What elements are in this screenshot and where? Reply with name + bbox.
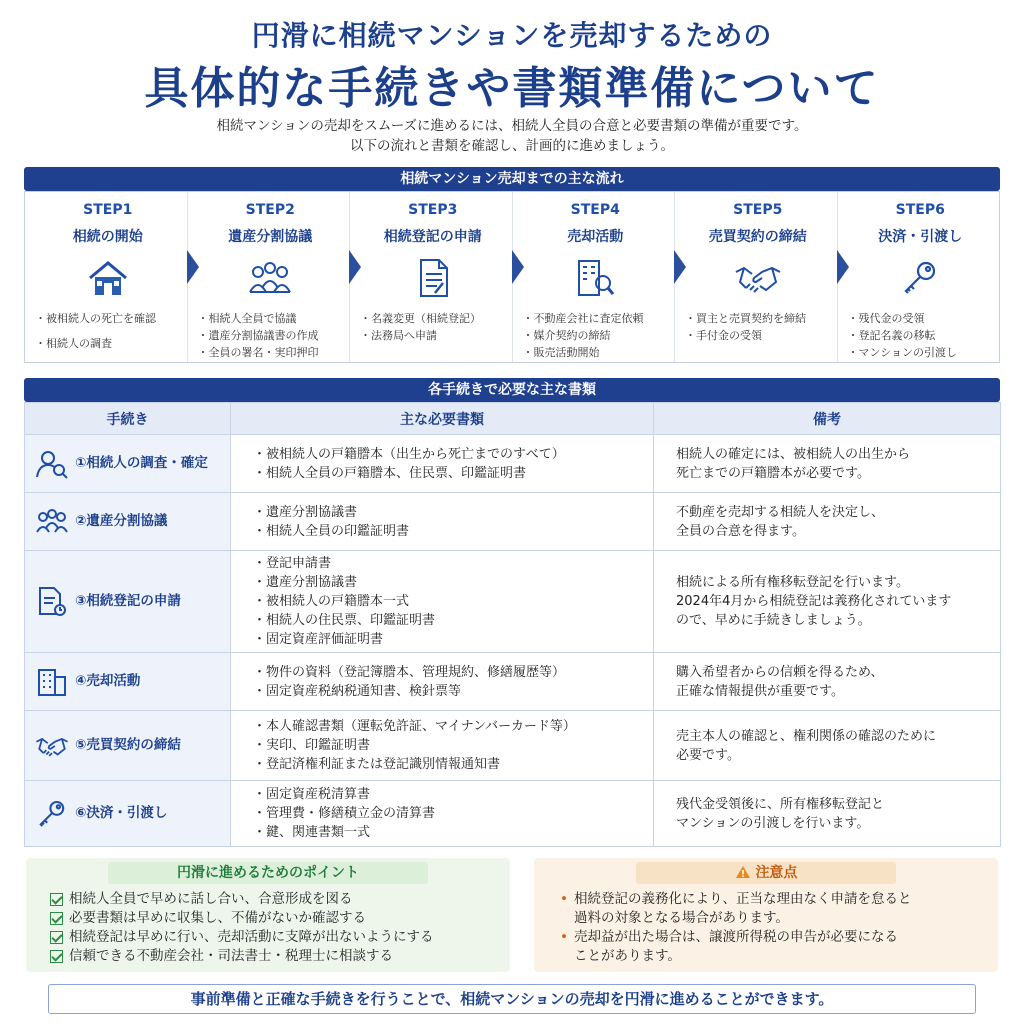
arrow-right-icon xyxy=(512,250,524,284)
document-item: ・相続人全員の印鑑証明書 xyxy=(253,523,410,539)
procedure-label: ①相続人の調査・確定 xyxy=(75,455,208,471)
checkbox-icon xyxy=(50,950,63,963)
step-name: 遺産分割協議 xyxy=(228,229,313,245)
procedure-label: ③相続登記の申請 xyxy=(75,593,181,609)
document-item: ・相続人の住民票、印鑑証明書 xyxy=(253,613,436,628)
checkbox-icon xyxy=(50,912,63,925)
procedure-label: ⑥決済・引渡し xyxy=(75,805,168,821)
tip-text: 相続登記は早めに行い、売却活動に支障が出ないようにする xyxy=(69,929,434,945)
document-item: ・固定資産税清算書 xyxy=(253,787,371,802)
step-number: STEP2 xyxy=(245,202,295,218)
document-item: ・固定資産評価証明書 xyxy=(253,632,384,647)
step-name: 相続の開始 xyxy=(72,229,143,245)
warnings-heading: 注意点 xyxy=(755,865,798,881)
note-line: 相続による所有権移転登記を行います。 xyxy=(676,575,909,590)
step-number: STEP1 xyxy=(83,202,133,218)
note-line: 購入希望者からの信頼を得るため、 xyxy=(676,664,884,680)
page-title-line1: 円滑に相続マンションを売却するための xyxy=(251,19,773,52)
procedure-cell xyxy=(25,493,231,551)
table-row xyxy=(25,493,1001,551)
note-line: 残代金受領後に、所有権移転登記と xyxy=(676,796,885,812)
note-line: 死亡までの戸籍謄本が必要です。 xyxy=(676,465,870,481)
notes-cell xyxy=(654,653,1001,711)
step-3 xyxy=(350,192,513,362)
table-row xyxy=(25,653,1001,711)
documents-cell xyxy=(231,653,654,711)
table-header-row xyxy=(25,403,1001,435)
warning-icon xyxy=(735,865,751,879)
procedure-cell xyxy=(25,781,231,847)
document-icon xyxy=(360,254,506,302)
warning-line: • 相続登記の義務化により、正当な理由なく申請を怠ると xyxy=(574,891,912,907)
step-1 xyxy=(25,192,188,362)
step-2 xyxy=(188,192,351,362)
step-name: 売却活動 xyxy=(567,229,624,245)
step-item: ・登記名義の移転 xyxy=(847,329,936,342)
step-item: ・相続人の調査 xyxy=(35,337,112,350)
procedure-label: ②遺産分割協議 xyxy=(75,513,168,529)
procedure-cell xyxy=(25,551,231,653)
step-item: ・販売活動開始 xyxy=(522,346,600,359)
warning-item xyxy=(560,928,998,966)
note-line: ので、早めに手続きしましょう。 xyxy=(676,613,871,628)
flow-steps xyxy=(24,191,1000,363)
table-row xyxy=(25,551,1001,653)
key-icon xyxy=(848,254,994,302)
step-item: ・媒介契約の締結 xyxy=(522,329,611,342)
notes-cell xyxy=(654,493,1001,551)
document-clock-icon xyxy=(35,586,69,618)
page-title-line2: 具体的な手続きや書類準備について xyxy=(144,63,880,114)
arrow-right-icon xyxy=(187,250,199,284)
note-line: 不動産を売却する相続人を決定し、 xyxy=(676,504,885,520)
note-line: 必要です。 xyxy=(676,747,740,763)
notes-cell xyxy=(654,435,1001,493)
documents-cell xyxy=(231,781,654,847)
warning-line: ことがあります。 xyxy=(574,948,681,964)
step-item: ・残代金の受領 xyxy=(847,312,925,325)
note-line: 正確な情報提供が重要です。 xyxy=(676,683,844,699)
column-header-documents: 主な必要書類 xyxy=(231,403,654,435)
step-name: 売買契約の締結 xyxy=(708,229,807,245)
tips-box xyxy=(26,858,510,972)
step-name: 相続登記の申請 xyxy=(383,229,482,245)
document-item: ・実印、印鑑証明書 xyxy=(253,738,371,753)
handshake-icon xyxy=(685,254,831,302)
document-item: ・鍵、関連書類一式 xyxy=(253,825,371,840)
handshake-icon xyxy=(35,733,69,759)
intro-line-1: 相続マンションの売却をスムーズに進めるには、相続人全員の合意と必要書類の準備が重要です。 xyxy=(216,118,808,134)
procedure-cell xyxy=(25,653,231,711)
document-item: ・被相続人の戸籍謄本一式 xyxy=(253,594,410,609)
step-number: STEP4 xyxy=(570,202,620,218)
documents-cell xyxy=(231,711,654,781)
tips-heading: 円滑に進めるためのポイント xyxy=(108,862,428,884)
step-item: ・法務局へ申請 xyxy=(360,329,437,342)
step-item: ・買主と売買契約を締結 xyxy=(685,312,806,325)
note-line: 2024年4月から相続登記は義務化されています xyxy=(676,594,952,609)
document-item: ・登記申請書 xyxy=(253,556,332,571)
document-item: ・固定資産税納税通知書、検針票等 xyxy=(253,683,462,699)
arrow-right-icon xyxy=(349,250,361,284)
warning-item xyxy=(560,890,998,928)
warning-line: 過料の対象となる場合があります。 xyxy=(574,910,789,926)
procedure-cell xyxy=(25,711,231,781)
warnings-heading-wrap xyxy=(636,862,896,884)
tip-item xyxy=(50,947,510,966)
step-item: ・マンションの引渡し xyxy=(847,346,958,359)
step-item: ・不動産会社に査定依頼 xyxy=(522,312,644,325)
column-header-notes: 備考 xyxy=(654,403,1001,435)
note-line: 相続人の確定には、被相続人の出生から xyxy=(676,446,911,462)
document-item: ・被相続人の戸籍謄本（出生から死亡までのすべて） xyxy=(253,446,565,462)
step-4 xyxy=(513,192,676,362)
checkbox-icon xyxy=(50,931,63,944)
tip-item xyxy=(50,909,510,928)
notes-cell xyxy=(654,781,1001,847)
procedure-label: ⑤売買契約の締結 xyxy=(75,737,181,753)
document-item: ・遺産分割協議書 xyxy=(253,504,358,520)
note-line: マンションの引渡しを行います。 xyxy=(676,815,870,831)
note-line: 売主本人の確認と、権利関係の確認のために xyxy=(676,728,937,744)
procedure-label: ④売却活動 xyxy=(75,673,141,689)
person-search-icon xyxy=(35,449,69,479)
step-number: STEP5 xyxy=(733,202,783,218)
flow-heading: 相続マンション売却までの主な流れ xyxy=(24,167,1000,191)
step-5 xyxy=(675,192,838,362)
checkbox-icon xyxy=(50,893,63,906)
intro-line-2: 以下の流れと書類を確認し、計画的に進めましょう。 xyxy=(350,138,674,154)
procedure-cell xyxy=(25,435,231,493)
step-number: STEP6 xyxy=(895,202,945,218)
documents-cell xyxy=(231,551,654,653)
step-item: ・被相続人の死亡を確認 xyxy=(35,312,156,325)
step-6 xyxy=(838,192,1000,362)
warning-line: • 売却益が出た場合は、譲渡所得税の申告が必要になる xyxy=(574,929,898,945)
step-number: STEP3 xyxy=(408,202,458,218)
arrow-right-icon xyxy=(837,250,849,284)
documents-table xyxy=(24,402,1001,847)
key-icon xyxy=(35,798,69,830)
note-line: 全員の合意を得ます。 xyxy=(676,523,805,539)
step-name: 決済・引渡し xyxy=(878,229,963,245)
step-item: ・相続人全員で協議 xyxy=(197,312,297,325)
document-item: ・遺産分割協議書 xyxy=(253,575,358,590)
notes-cell xyxy=(654,551,1001,653)
notes-cell xyxy=(654,711,1001,781)
arrow-right-icon xyxy=(674,250,686,284)
people-icon xyxy=(198,254,344,302)
building-search-icon xyxy=(523,254,669,302)
column-header-procedure: 手続き xyxy=(25,403,231,435)
documents-cell xyxy=(231,493,654,551)
table-row xyxy=(25,435,1001,493)
table-row xyxy=(25,711,1001,781)
tip-text: 必要書類は早めに収集し、不備がないか確認する xyxy=(69,910,366,926)
step-item: ・全員の署名・実印押印 xyxy=(197,346,319,359)
tip-text: 信頼できる不動産会社・司法書士・税理士に相談する xyxy=(69,948,393,964)
tip-item xyxy=(50,928,510,947)
group-icon xyxy=(35,508,69,536)
docs-heading: 各手続きで必要な主な書類 xyxy=(24,378,1000,402)
document-item: ・物件の資料（登記簿謄本、管理規約、修繕履歴等） xyxy=(253,664,566,680)
building-icon xyxy=(35,667,69,697)
step-item: ・遺産分割協議書の作成 xyxy=(197,329,319,342)
intro-text xyxy=(0,116,1024,156)
document-item: ・管理費・修繕積立金の清算書 xyxy=(253,806,436,821)
house-icon xyxy=(35,254,181,302)
tip-text: 相続人全員で早めに話し合い、合意形成を図る xyxy=(69,891,353,907)
document-item: ・本人確認書類（運転免許証、マイナンバーカード等） xyxy=(253,719,576,734)
step-item: ・手付金の受領 xyxy=(685,329,762,342)
documents-cell xyxy=(231,435,654,493)
document-item: ・登記済権利証または登記識別情報通知書 xyxy=(253,757,501,772)
tip-item xyxy=(50,890,510,909)
summary-footer: 事前準備と正確な手続きを行うことで、相続マンションの売却を円滑に進めることができます。 xyxy=(48,984,976,1014)
step-item: ・名義変更（相続登記） xyxy=(360,312,481,325)
warnings-box xyxy=(534,858,998,972)
table-row xyxy=(25,781,1001,847)
document-item: ・相続人全員の戸籍謄本、住民票、印鑑証明書 xyxy=(253,465,527,481)
